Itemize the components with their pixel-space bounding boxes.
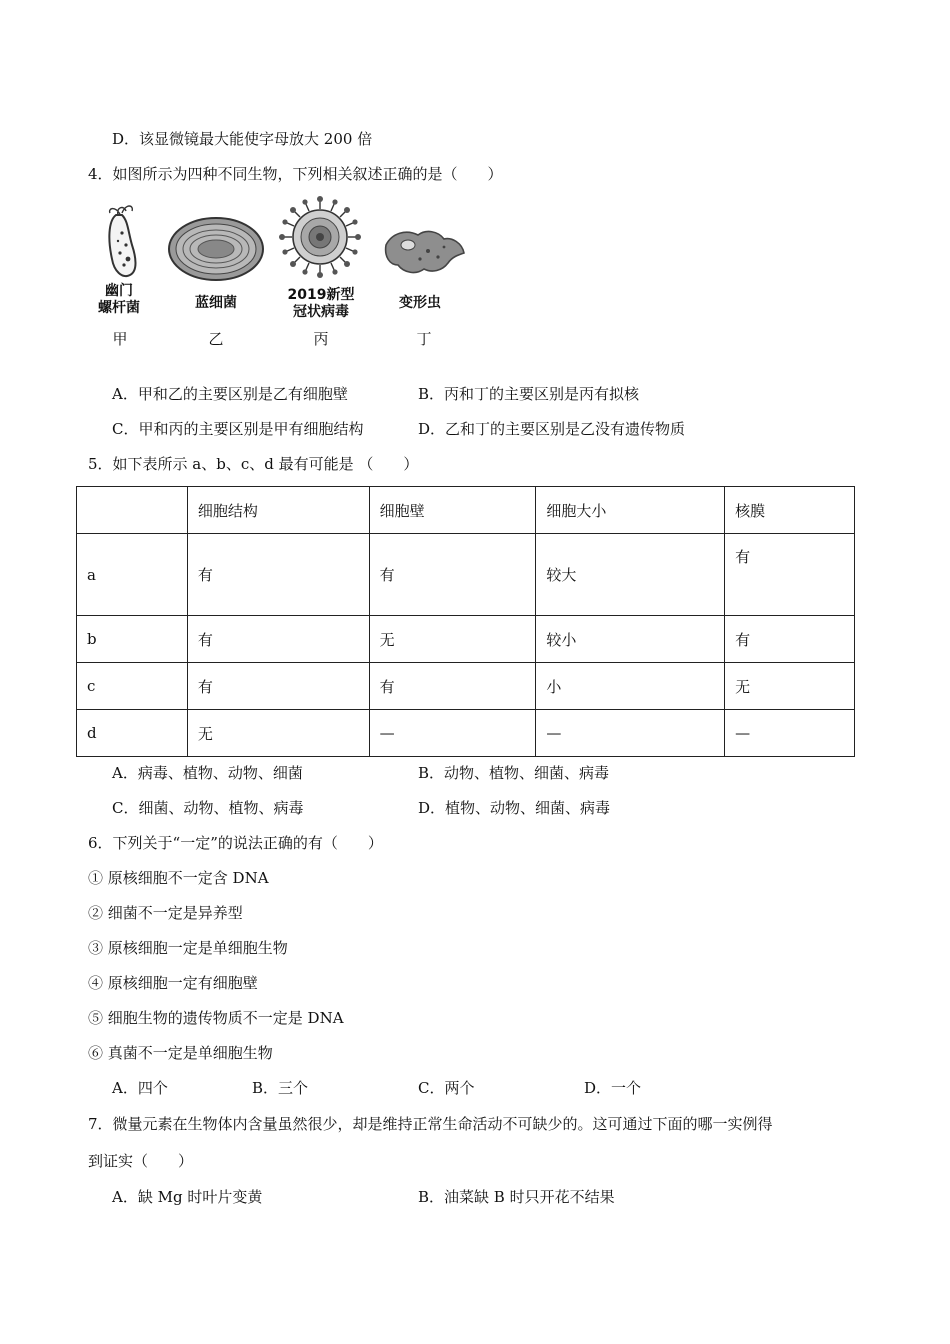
organism-name-bing: 2019新型 冠状病毒 [287,287,355,320]
table-cell: 有 [369,663,536,710]
q4-stem: 4．如图所示为四种不同生物，下列相关叙述正确的是（ ） [88,165,503,183]
table-cell: 较大 [536,534,725,616]
table-row [77,710,855,757]
q6-option-b: B．三个 [252,1079,309,1097]
table-cell: b [77,616,188,663]
table-row [77,534,855,616]
q6-option-c: C．两个 [418,1079,475,1097]
table-cell: 无 [187,710,369,757]
q5-option-c: C．细菌、动物、植物、病毒 [112,799,304,817]
table-header-row [77,487,855,534]
organism-name-jia: 幽门 螺杆菌 [98,283,140,316]
coronavirus-image [278,195,362,279]
helicobacter-image [98,201,148,281]
table-cell: a [77,534,188,616]
amoeba-image [382,225,468,277]
table-header-cell [77,487,188,534]
q6-statement-5: ⑤ 细胞生物的遗传物质不一定是 DNA [88,1009,344,1027]
table-header-cell: 细胞结构 [187,487,369,534]
organism-name-ding: 变形虫 [399,295,441,311]
table-cell: 小 [536,663,725,710]
q5-option-d: D．植物、动物、细菌、病毒 [418,799,611,817]
q7-option-a: A．缺 Mg 时叶片变黄 [112,1188,263,1206]
table-cell: — [536,710,725,757]
table-cell: 有 [187,616,369,663]
table-cell: 有 [369,534,536,616]
q4-option-d: D．乙和丁的主要区别是乙没有遗传物质 [418,420,686,438]
table-cell: 有 [725,616,855,663]
q4-figure [88,195,488,355]
table-header-cell: 细胞大小 [536,487,725,534]
q7-stem-line-2: 到证实（ ） [88,1152,194,1170]
table-header-cell: 细胞壁 [369,487,536,534]
organism-caption-ding: 丁 [416,330,432,348]
q7-stem-line-1: 7．微量元素在生物体内含量虽然很少，却是维持正常生命活动不可缺少的。这可通过下面的哪一实例得 [88,1115,773,1133]
q6-statement-2: ② 细菌不一定是异养型 [88,904,243,922]
q4-option-a: A．甲和乙的主要区别是乙有细胞壁 [112,385,348,403]
table-cell: 较小 [536,616,725,663]
organism-caption-jia: 甲 [112,330,128,348]
table-header-cell: 核膜 [725,487,855,534]
q5-option-a: A．病毒、植物、动物、细菌 [112,764,303,782]
table-cell: — [725,710,855,757]
q6-option-d: D．一个 [584,1079,642,1097]
q7-option-b: B．油菜缺 B 时只开花不结果 [418,1188,615,1206]
q4-option-c: C．甲和丙的主要区别是甲有细胞结构 [112,420,364,438]
organism-caption-bing: 丙 [313,330,329,348]
organism-caption-yi: 乙 [208,330,224,348]
q6-statement-6: ⑥ 真菌不一定是单细胞生物 [88,1044,273,1062]
table-cell: d [77,710,188,757]
table-cell: 无 [725,663,855,710]
table-cell: c [77,663,188,710]
q6-statement-1: ① 原核细胞不一定含 DNA [88,869,269,887]
q4-option-b: B．丙和丁的主要区别是丙有拟核 [418,385,640,403]
q5-stem: 5．如下表所示 a、b、c、d 最有可能是 （ ） [88,455,419,473]
organism-name-yi: 蓝细菌 [195,295,237,311]
q5-table [76,486,855,757]
table-cell: 有 [187,534,369,616]
table-cell: 有 [725,534,855,616]
table-cell: 无 [369,616,536,663]
table-cell: 有 [187,663,369,710]
table-row [77,663,855,710]
q5-option-b: B．动物、植物、细菌、病毒 [418,764,610,782]
q6-statement-4: ④ 原核细胞一定有细胞壁 [88,974,258,992]
table-cell: — [369,710,536,757]
table-row [77,616,855,663]
q6-option-a: A．四个 [112,1079,168,1097]
cyanobacteria-image [166,215,266,283]
q3-option-d: D．该显微镜最大能使字母放大 200 倍 [112,130,373,148]
q6-statement-3: ③ 原核细胞一定是单细胞生物 [88,939,288,957]
q6-stem: 6．下列关于“一定”的说法正确的有（ ） [88,834,383,852]
